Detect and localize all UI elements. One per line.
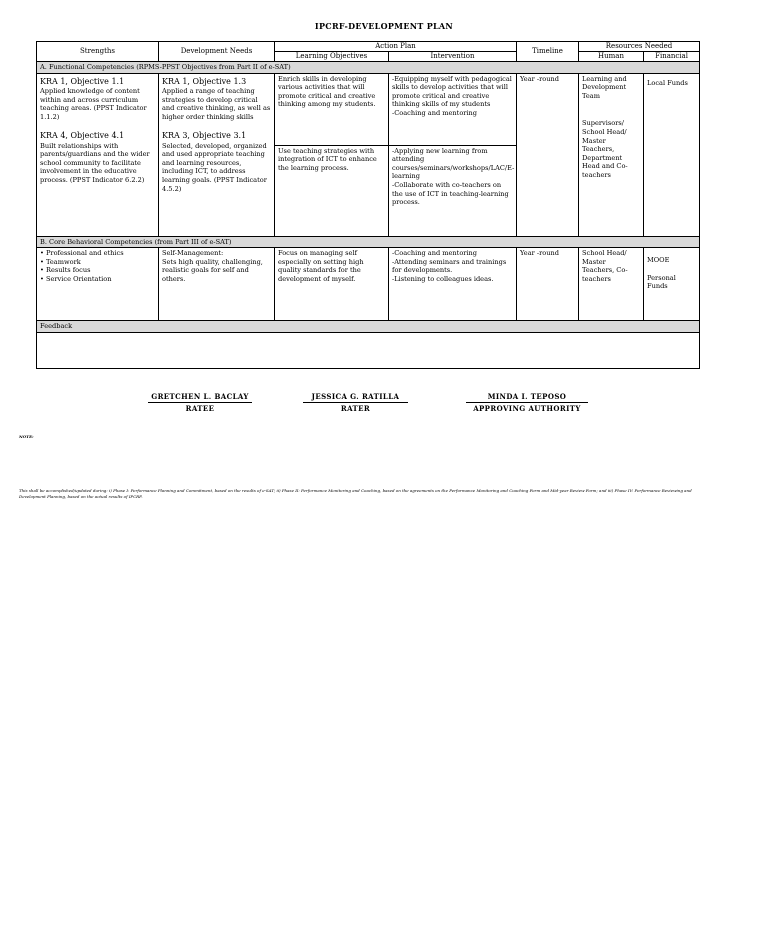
section-b-heading: B. Core Behavioral Competencies (from Part III of e-SAT)	[37, 236, 700, 248]
signature-name: JESSICA G. RATILLA	[303, 392, 408, 403]
section-a-objectives	[275, 73, 389, 236]
intervention-2a: -Applying new learning from attending courses/seminars/workshops/LAC/E-learning	[392, 146, 515, 181]
resources-needed-header: Resources Needed	[579, 42, 700, 52]
intervention-1b: -Coaching and mentoring	[392, 109, 478, 117]
feedback-content-row	[37, 332, 700, 368]
strength-kra1-text: Applied knowledge of content within and across curriculum teaching areas. (PPST Indicator 1.1.2)	[40, 87, 147, 121]
signature-role: RATER	[340, 404, 371, 413]
financial-a: Local Funds	[647, 78, 688, 87]
strengths-header: Strengths	[37, 42, 159, 62]
action-plan-header: Action Plan	[275, 42, 517, 52]
objective-2: Use teaching strategies with integration of ICT to enhance the learning process.	[275, 145, 388, 174]
signature-role: APPROVING AUTHORITY	[473, 404, 581, 413]
signature-role: RATEE	[185, 404, 215, 413]
need-kra3-title: KRA 3, Objective 3.1	[162, 131, 247, 141]
section-a-timeline: Year -round	[517, 73, 579, 236]
need-kra1-title: KRA 1, Objective 1.3	[162, 76, 247, 86]
section-b-objective: Focus on managing self especially on setting high quality standards for the development of myself.	[275, 248, 389, 321]
section-b-human: School Head/ Master Teachers, Co-teachers	[579, 248, 644, 321]
intervention-group-1	[389, 74, 516, 145]
intervention-item: -Coaching and mentoring	[392, 249, 478, 258]
signature-name: MINDA I. TEPOSO	[466, 392, 588, 403]
strength-kra1-title: KRA 1, Objective 1.1	[40, 76, 125, 86]
strength-item: • Results focus	[40, 266, 91, 275]
feedback-text[interactable]	[37, 332, 700, 368]
intervention-1a: -Equipping myself with pedagogical skills to develop activities that will promote critical and creative thinking skills of my students	[392, 74, 512, 109]
intervention-group-2	[389, 145, 516, 208]
intervention-item: -Attending seminars and trainings for developments.	[392, 257, 507, 275]
signature-approving-authority	[466, 392, 588, 413]
timeline-header: Timeline	[517, 42, 579, 62]
signature-name: GRETCHEN L. BACLAY	[148, 392, 252, 403]
feedback-row	[37, 321, 700, 333]
need-text: Sets high quality, challenging, realistic goals for self and others.	[162, 257, 263, 283]
section-b-interventions	[389, 248, 517, 321]
section-b-needs	[159, 248, 275, 321]
financial-b2: Personal Funds	[647, 273, 676, 291]
section-b-timeline: Year -round	[517, 248, 579, 321]
financial-b1: MOOE	[647, 256, 670, 265]
section-b-financial	[644, 248, 700, 321]
section-a-row	[37, 62, 700, 74]
human-1: Learning and Development Team	[582, 74, 627, 100]
development-needs-header: Development Needs	[159, 42, 275, 62]
development-plan-table	[36, 41, 700, 369]
page-title: IPCRF-DEVELOPMENT PLAN	[314, 21, 454, 31]
section-a-needs	[159, 73, 275, 236]
strength-item: • Service Orientation	[40, 275, 112, 283]
feedback-heading: Feedback	[37, 321, 700, 333]
footnote: This shall be accomplished/updated during: i) Phase I: Performance Planning and Commitment, based on the results of e-SAT; ii) Phase II: Performance Monitoring and Coaching, based on the agreements on the Performance Monitoring and Coaching Form and Mid-year Review Form; and iii) Phase IV: Performance Reviewing and Development Planning, based on the actual results of IPCRF.	[19, 488, 692, 499]
need-kra3-text: Selected, developed, organized and used appropriate teaching and learning resources, including ICT, to address learning goals. (PPST Indicator 4.5.2)	[162, 141, 267, 193]
learning-objectives-header: Learning Objectives	[275, 52, 389, 62]
strength-item: • Teamwork	[40, 257, 81, 266]
section-b-content-row	[37, 248, 700, 321]
section-b-row	[37, 236, 700, 248]
signature-rater	[303, 392, 408, 413]
signature-ratee	[148, 392, 252, 413]
intervention-2b: -Collaborate with co-teachers on the use of ICT in teaching-learning process.	[392, 181, 509, 207]
need-title: Self-Management:	[162, 249, 224, 258]
strength-kra4-text: Built relationships with parents/guardians and the wider school community to facilitate involvement in the educative process. (PPST Indicator 6.2.2)	[40, 141, 150, 185]
intervention-item: -Listening to colleagues ideas.	[392, 275, 494, 283]
strength-kra4-title: KRA 4, Objective 4.1	[40, 131, 125, 141]
human-2: Supervisors/ School Head/ Master Teachers, Department Head and Co-teachers	[582, 119, 628, 179]
section-a-human	[579, 73, 644, 236]
section-a-interventions	[389, 73, 517, 236]
strength-item: • Professional and ethics	[40, 249, 124, 258]
section-a-content-row	[37, 73, 700, 236]
need-kra1-text: Applied a range of teaching strategies to develop critical and creative thinking, as well as higher order thinking skills	[162, 87, 271, 121]
financial-header: Financial	[644, 52, 700, 62]
note-label: NOTE:	[19, 434, 34, 439]
section-b-strengths	[37, 248, 159, 321]
section-a-heading: A. Functional Competencies (RPMS-PPST Objectives from Part II of e-SAT)	[37, 62, 700, 74]
section-a-financial	[644, 73, 700, 236]
objective-1: Enrich skills in developing various activities that will promote critical and creative thinking among my students.	[278, 74, 376, 109]
intervention-header: Intervention	[389, 52, 517, 62]
section-a-strengths	[37, 73, 159, 236]
header-row-1	[37, 42, 700, 52]
human-header: Human	[579, 52, 644, 62]
